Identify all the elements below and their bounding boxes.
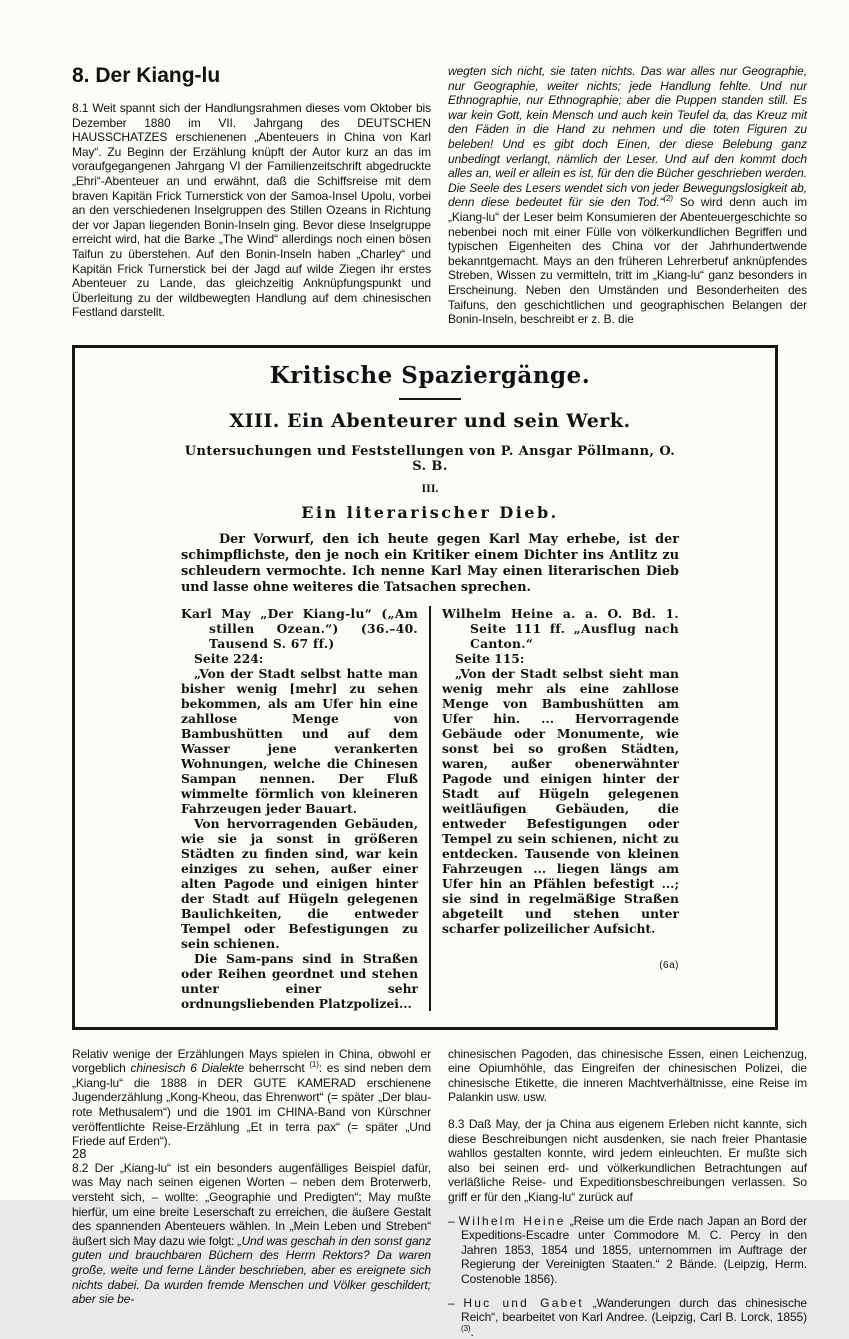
facsimile-figure-label: (6a) [659,959,679,971]
paragraph-8-2 [72,1161,431,1307]
bibliography-entry-huc-gabet [448,1296,807,1339]
text-run: „Reise um die Erde nach Japan an Bord der Expeditions-Escadre unter Commodore M. C. Percy in den Jahren 1853, 1854 und 1855, unternommen im Auftrage der Regierung der Vereinigten Staaten.“ 2 Bände. (Leipzig, Herm. Costenoble 1856). [461,1213,807,1286]
facsimile-columns [181,606,679,1011]
top-right-column [448,64,807,327]
text-run-italic: „Und was geschah in den sonst ganz guten und brauchbaren Büchern des Herrn Rektors? Da waren große, weite und ferne Länder beschrieben, aber es ereignete sich nichts dabei. Da wurden fremde Menschen und Völker geschildert; aber sie be- [72,1233,431,1307]
page-number: 28 [72,1146,87,1161]
paragraph-quote-continuation [448,64,807,327]
text-run: : es sind neben dem „Kiang-lu“ die 1888 in DER GUTE KAMERAD erschienene Jugenderzählung „Kong-Kheou, das Ehrenwort“ (= später „Der blau-rote Methusalem“) und die 1901 im CHINA-Band von Kürschner veröffentlichte Reise-Erzählung „Et in terra pax“ (= später „Und Friede auf Erden“). [72,1061,432,1149]
text-run: beherrscht [244,1061,310,1076]
facsimile-title: Kritische Spaziergänge. [269,361,591,389]
paragraph-pagoden: chinesischen Pagoden, das chinesische Essen, einen Leichenzug, eine Opiumhöhle, das Eingreifen der chinesischen Polizei, die chinesische Etikette, die inneren Machtverhältnisse, eine Reise im Palankin usw. usw. [448,1046,807,1105]
quote-source-wilhelm-heine: Wilhelm Heine a. a. O. Bd. 1. Seite 111 ff. „Ausflug nach Canton.“ [441,605,679,651]
facsimile-part-title: Ein literarischer Dieb. [301,502,559,522]
title-divider-rule [399,398,461,400]
text-run-italic: chinesisch 6 Dialekte [130,1061,245,1076]
quote-paragraph: „Von der Stadt selbst sieht man wenig mehr als eine zahllose Menge von Bambushütten am Ufer hin. ... Hervorragende Gebäude oder Monumente, wie sonst bei so großen Städten, waren, außer obenerwähnter Pagode und einigen hinter der Stadt auf Hügeln gelegenen weitläufigen Gebäuden, die entweder Befestigungen oder Tempel zu sein schienen, nicht zu entdecken. Tausende von kleinen Fahrzeugen ... liegen längs am Ufer hin an Pfählen befestigt ...; sie sind in regelmäßige Straßen abgeteilt und stehen unter scharfer polizeilicher Aufsicht. [441,665,679,936]
page-title: 8. Der Kiang-lu [72,64,221,87]
bottom-left-column [72,1047,431,1339]
text-run: Relativ wenige der Erzählungen Mays spielen in China, obwohl er vorgeblich [72,1046,431,1076]
bottom-right-column [448,1047,807,1339]
list-dash: – [448,1295,464,1310]
author-name: Huc und Gabet [463,1295,584,1310]
quote-paragraph: Die Sam-pans sind in Straßen oder Reihen geordnet und stehen unter einer sehr ordnungsliebenden Platzpolizei... [181,950,419,1011]
facsimile-section-heading: XIII. Ein Abenteurer und sein Werk. [229,409,631,432]
footnote-ref-2: (2) [663,194,673,204]
bottom-section [72,1047,808,1339]
facsimile-left-column [181,606,418,1011]
footnote-ref-1: (1) [309,1060,319,1070]
facsimile-subtitle: Untersuchungen und Feststellungen von P. Ansgar Pöllmann, O. S. B. [184,443,676,474]
quote-italic-text: wegten sich nicht, sie taten nichts. Das war alles nur Geographie, nur Geographie, weiter nichts; jede Handlung fehlte. Und nur Ethnographie, nur Ethnographie; aber die Puppen standen still. Es war kein Gott, kein Mensch und auch kein Teufel da, das Kreuz mit den Fäden in die Hand zu nehmen und die toten Figuren zu beleben! Und es gibt doch Einen, der diese Belebung ganz unbedingt verlangt, nämlich der Leser. Und auf den kommt doch alles an, weil er allein es ist, für den die Bücher geschrieben werden. Die Seele des Lesers wendet sich von jeder Bewegungslosigkeit ab, denn diese bedeutet für sie den Tod.“ [448,64,807,210]
facsimile-right-column [442,606,679,1011]
bibliography-entry-heine [448,1214,807,1287]
facsimile-content [181,362,679,1011]
quote-paragraph: Von hervorragenden Gebäuden, wie sie ja sonst in größeren Städten zu finden sind, war kein einziges zu sehen, außer einer alten Pagode und einigen hinter der Stadt auf Hügeln gelegenen Baulichkeiten, die entweder Tempel oder Befestigungen zu sein schienen. [181,815,419,951]
column-divider-rule [429,606,431,1011]
text-run: 8.2 Der „Kiang-lu“ ist ein besonders augenfälliges Beispiel dafür, was May nach seinen eigenen Worten – neben dem Broterwerb, versteht sich, – wollte: „Geographie und Predigten“; May mußte hierfür, um eine breite Leserschaft zu erreichen, die äußere Gestalt des spannenden Abenteuers wählen. In „Mein Leben und Streben“ äußert sich May dazu wie folgt: [72,1160,431,1248]
paragraph-roman-text: So wird denn auch im „Kiang-lu“ der Leser beim Konsumieren der Abenteuergeschichte so nebenbei noch mit einer Fülle von völkerkundlichen Begriffen und typischen Eigenheiten des China vor der Jahrhundertwende bekanntgemacht. Mays an den früheren Lehrerberuf anknüpfendes Streben, Wissen zu vermitteln, tritt im „Kiang-lu“ ganz besonders in Erscheinung. Neben den Umständen und Besonderheiten des Taifuns, den geschichtlichen und geographischen Belangen der Bonin-Inseln, beschreibt er z. B. die [448,195,807,327]
page-reference-115: Seite 115: [454,650,525,666]
quote-paragraph: „Von der Stadt selbst hatte man bisher wenig [mehr] zu sehen bekommen, als am Ufer hin eine zahllose Menge von Bambushütten und auf dem Wasser jene verankerten Wohnungen, welche die Chinesen Sampan nennen. Der Fluß wimmelte förmlich von kleineren Fahrzeugen jeder Bauart. [181,665,419,816]
paragraph-8-3: 8.3 Daß May, der ja China aus eigenem Erleben nicht kannte, sich diese Beschreibungen nicht ausdenken, sie nach freier Phantasie wahllos gestalten konnte, wird jedem einleuchten. Er mußte sich also bei seinen erd- und völkerkundlichen Betrachtungen auf verläßliche Reise- und Expeditionsbeschreibungen verlassen. So griff er für den „Kiang-lu“ zurück auf [448,1117,807,1205]
footnote-ref-3: (3) [461,1323,471,1333]
list-dash: – [448,1213,459,1228]
text-run: „Wanderungen durch das chinesische Reich“, bearbeitet von Karl Andree. (Leipzig, Carl B. Lorck, 1855) [461,1295,807,1325]
quote-source-karl-may: Karl May „Der Kiang-lu“ („Am stillen Ozean.“) (36.–40. Tausend S. 67 ff.) [181,605,419,651]
facsimile-intro-paragraph: Der Vorwurf, den ich heute gegen Karl May erhebe, ist der schimpflichste, den je noch ein Kritiker einem Dichter ins Antlitz zu schleudern vermochte. Ich nenne Karl May einen literarischen Dieb und lasse ohne weiteres die Tatsachen sprechen. [181,531,679,595]
facsimile-part-number: III. [421,480,439,495]
paragraph-8-1: 8.1 Weit spannt sich der Handlungsrahmen dieses vom Oktober bis Dezember 1880 im VII. Jahrgang des DEUTSCHEN HAUSSCHATZES erschienenen „Abenteuers in China von Karl May“. Zu Beginn der Erzählung knüpft der Autor kurz an das im voraufgegangenen Jahrgang VI der Familienzeitschrift abgedruckte „Ehri“-Abenteuer an und erwähnt, daß die Schiffsreise mit dem braven Kapitän Frick Turnerstick von der Samoa-Insel Upolu, vorbei an den verschiedenen Inselgruppen des Stillen Ozeans in Richtung der vor Japan liegenden Bonin-Inseln ging. Bevor diese Inselgruppe erreicht wird, hat die Barke „The Wind“ allerdings noch einen bösen Taifun zu überstehen. Auf den Bonin-Inseln haben „Charley“ und Kapitän Frick Turnerstick bei der Jagd auf wilde Ziegen ihr erstes Abenteuer zu Lande, das gleichzeitig Anknüpfungspunkt und Überleitung zu der wildbewegten Handlung auf dem chinesischen Festland darstellt. [72,101,431,320]
top-section [72,64,808,327]
top-left-column [72,64,431,327]
text-run: . [470,1324,474,1339]
paragraph-relativ-wenige [72,1047,431,1149]
facsimile-box [72,345,778,1030]
author-name: Wilhelm Heine [458,1213,566,1228]
page-reference-224: Seite 224: [194,650,264,666]
